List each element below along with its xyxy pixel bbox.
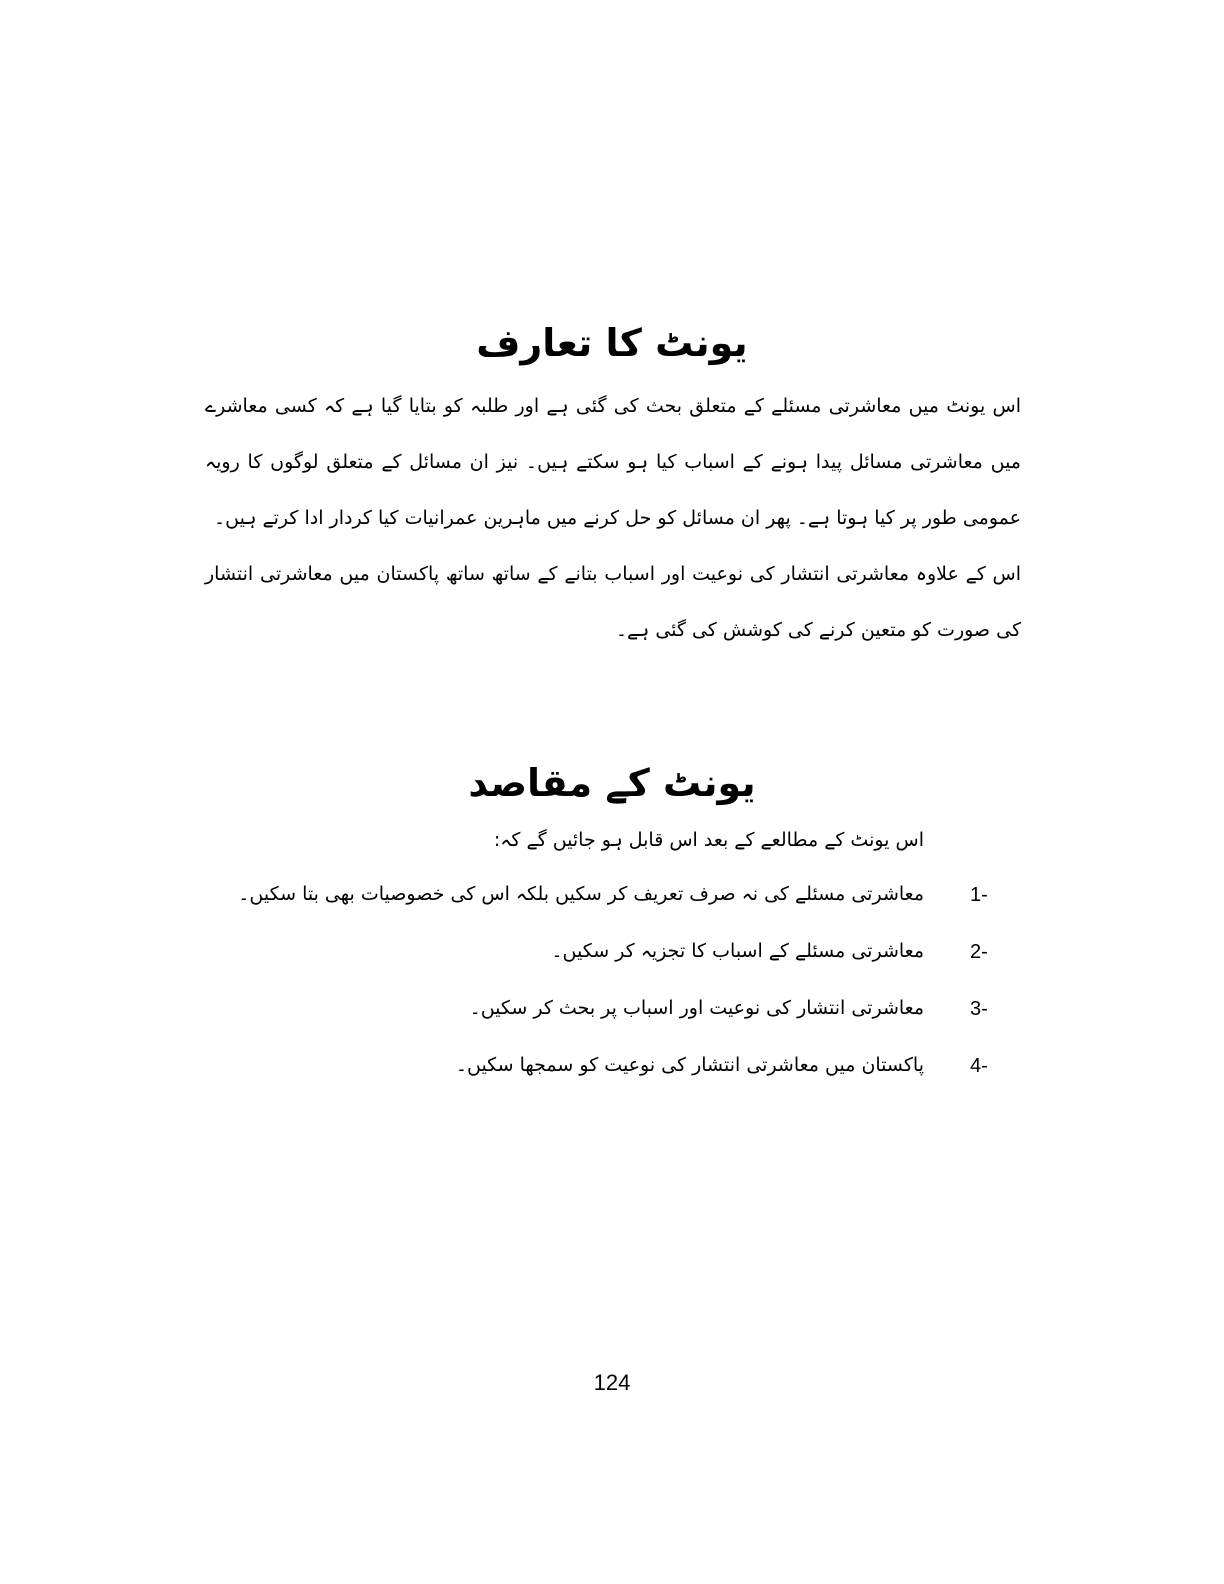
list-item-text: پاکستان میں معاشرتی انتشار کی نوعیت کو سمجھا سکیں۔ [455, 1054, 924, 1076]
objectives-list [0, 870, 1224, 1100]
list-item-number: 4- [970, 1055, 988, 1077]
list-item [0, 984, 1224, 1034]
list-item-number: 3- [970, 998, 988, 1020]
unit-objectives-heading: یونٹ کے مقاصد [468, 761, 756, 805]
list-item [0, 927, 1224, 977]
introduction-paragraph-1: اس یونٹ میں معاشرتی مسئلے کے متعلق بحث کی گئی ہے اور طلبہ کو بتایا گیا ہے کہ کسی معاشرے میں معاشرتی مسائل پیدا ہونے کے اسباب کیا ہو سکتے ہیں۔ نیز ان مسائل کے متعلق لوگوں کا رویہ عمومی طور پر کیا ہوتا ہے۔ پھر ان مسائل کو حل کرنے میں ماہرین عمرانیات کیا کردار ادا کرتے ہیں۔ [205, 395, 1021, 529]
list-item-number: 2- [970, 941, 988, 963]
list-item-number: 1- [970, 884, 988, 906]
list-item-text: معاشرتی مسئلے کے اسباب کا تجزیہ کر سکیں۔ [551, 940, 924, 962]
introduction-paragraph-2: اس کے علاوہ معاشرتی انتشار کی نوعیت اور اسباب بتانے کے ساتھ ساتھ پاکستان میں معاشرتی انتشار کی صورت کو متعین کرنے کی کوشش کی گئی ہے۔ [205, 563, 1021, 641]
list-item [0, 1041, 1224, 1091]
list-item-text: معاشرتی مسئلے کی نہ صرف تعریف کر سکیں بلکہ اس کی خصوصیات بھی بتا سکیں۔ [238, 883, 924, 905]
objectives-lead-text: اس یونٹ کے مطالعے کے بعد اس قابل ہو جائیں گے کہ: [493, 829, 924, 851]
unit-introduction-heading: یونٹ کا تعارف [476, 321, 748, 365]
page-number: 124 [593, 1370, 631, 1395]
list-item [0, 870, 1224, 920]
list-item-text: معاشرتی انتشار کی نوعیت اور اسباب پر بحث کر سکیں۔ [469, 997, 924, 1019]
